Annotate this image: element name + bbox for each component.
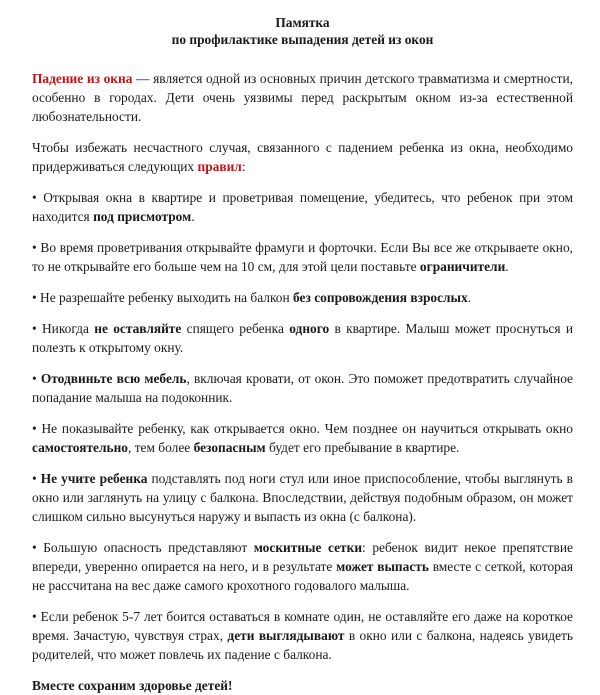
- rule-text: спящего ребенка: [181, 321, 290, 336]
- rule-text: • Никогда: [32, 321, 95, 336]
- rule-emphasis: дети выглядывают: [227, 628, 345, 643]
- rule-item-9: [32, 607, 573, 664]
- rule-item-2: [32, 238, 573, 276]
- rule-item-6: [32, 419, 573, 457]
- rules-intro-paragraph: [32, 138, 573, 176]
- rule-text: • Открывая окна в квартире и проветривая помещение, убедитесь, что ребенок при этом находится: [32, 190, 573, 224]
- memo-title: [32, 14, 573, 48]
- rule-text: .: [505, 259, 509, 274]
- rules-highlight: правил: [197, 159, 242, 174]
- rule-text: • Во время проветривания открывайте фрамуги и форточки. Если Вы все же открываете окно, то не открывайте его больше чем на 10 см, для этой цели поставьте: [32, 240, 573, 274]
- rule-text: подставлять под ноги стул или иное приспособление, чтобы выглянуть в окно или заглянуть на улицу с балкона. Впоследствии, действуя подобным образом, он может слишком сильно высунуться наружу и выпасть из окна (с балкона).: [32, 471, 573, 524]
- closing-slogan: Вместе сохраним здоровье детей!: [32, 678, 233, 693]
- intro-paragraph: [32, 69, 573, 126]
- rule-item-1: [32, 188, 573, 226]
- rule-text: .: [467, 290, 472, 305]
- rule-emphasis: одного: [289, 321, 330, 336]
- rule-text: будет его пребывание в квартире.: [265, 440, 460, 455]
- rule-text: • Не разрешайте ребенку выходить на балкон: [32, 290, 294, 305]
- intro-text: — является одной из основных причин детского травматизма и смертности, особенно в городах. Дети очень уязвимы перед раскрытым окном из-за естественной любознательности.: [32, 71, 573, 124]
- intro-highlight: Падение из окна: [32, 71, 133, 86]
- rule-text: , тем более: [128, 440, 194, 455]
- rule-emphasis: самостоятельно: [32, 440, 128, 455]
- rule-item-4: [32, 319, 573, 357]
- rule-text: вместе с сеткой, которая не рассчитана на вес даже самого крохотного годовалого малыша.: [32, 559, 573, 593]
- rule-text: • Большую опасность представляют: [32, 540, 254, 555]
- rule-emphasis: москитные сетки: [253, 540, 363, 555]
- rule-text: • Не показывайте ребенку, как открывается окно. Чем позднее он научиться открывать окно: [32, 421, 573, 436]
- rule-emphasis: под присмотром: [93, 209, 192, 224]
- rule-item-8: [32, 538, 573, 595]
- rule-emphasis: безопасным: [193, 440, 266, 455]
- rule-text: в квартире. Малыш может проснуться и полезть к открытому окну.: [32, 321, 573, 355]
- rule-text: .: [191, 209, 195, 224]
- rule-text: •: [32, 371, 41, 386]
- rules-intro-text: Чтобы избежать несчастного случая, связанного с падением ребенка из окна, необходимо придерживаться следующих: [32, 140, 573, 174]
- rule-emphasis: Не учите ребенка: [40, 471, 148, 486]
- rule-emphasis: ограничители: [419, 259, 506, 274]
- rules-intro-end: :: [241, 159, 246, 174]
- rule-emphasis: без сопровождения взрослых: [293, 290, 468, 305]
- rule-emphasis: не оставляйте: [94, 321, 182, 336]
- rule-text: •: [32, 471, 41, 486]
- rule-emphasis: Отодвиньте всю мебель: [40, 371, 187, 386]
- rule-text: : ребенок видит некое препятствие впереди, уверенно опирается на него, и в результате: [32, 540, 573, 574]
- rule-item-7: [32, 469, 573, 526]
- rule-item-3: [32, 288, 573, 307]
- title-line-1: Памятка: [275, 15, 330, 30]
- rule-text: , включая кровати, от окон. Это поможет предотвратить случайное попадание малыша на подоконник.: [32, 371, 573, 405]
- title-line-2: по профилактике выпадения детей из окон: [171, 32, 434, 47]
- rule-emphasis: может выпасть: [336, 559, 429, 574]
- rule-text: • Если ребенок 5-7 лет боится оставаться в комнате один, не оставляйте его даже на короткое время. Зачастую, чувствуя страх,: [32, 609, 573, 643]
- rule-item-5: [32, 369, 573, 407]
- rule-text: в окно или с балкона, надеясь увидеть родителей, что может повлечь их падение с балкона.: [32, 628, 573, 662]
